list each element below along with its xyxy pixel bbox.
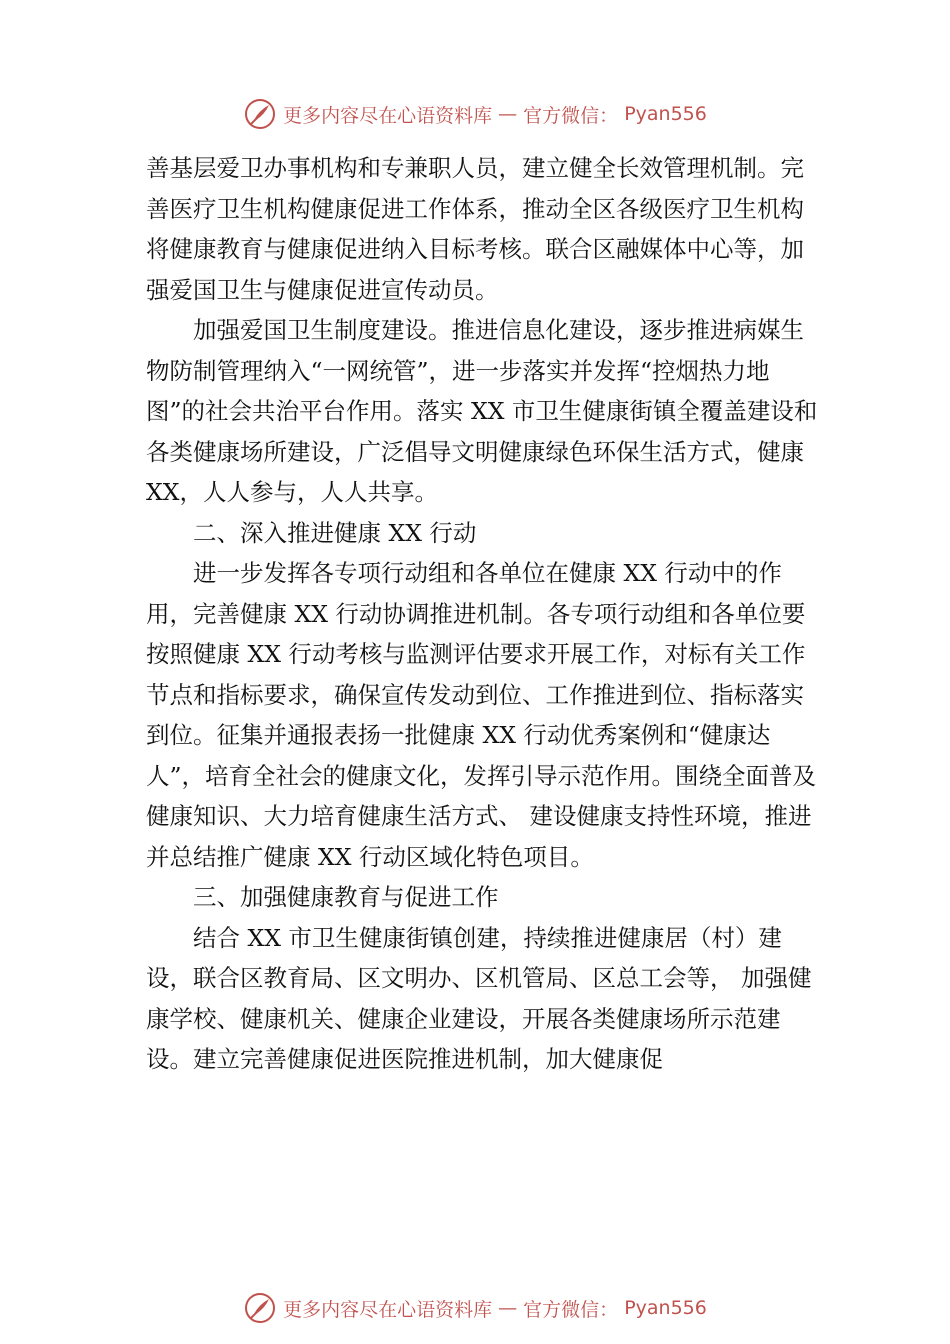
paragraph-2: 加强爱国卫生制度建设。推进信息化建设，逐步推进病媒生物防制管理纳入“一网统管”，进一步落实并发挥“控烟热力地图”的社会共治平台作用。落实 XX 市卫生健康街镇全覆盖建设和各类健康场所建设，广泛倡导文明健康绿色环保生活方式，健康 XX，人人参与，人人共享。 — [146, 316, 818, 506]
paragraph-1: 善基层爱卫办事机构和专兼职人员，建立健全长效管理机制。完善医疗卫生机构健康促进工作体系，推动全区各级医疗卫生机构将健康教育与健康促进纳入目标考核。联合区融媒体中心等，加强爱国卫生与健康促进宣传动员。 — [146, 154, 804, 304]
quill-logo-icon — [243, 1291, 277, 1325]
document-body — [146, 148, 818, 1080]
header-watermark — [0, 94, 950, 134]
watermark-wechat-label: 官方微信： — [523, 1298, 619, 1321]
watermark-main-text: 更多内容尽在心语资料库 — [283, 1298, 493, 1321]
paragraph-4: 结合 XX 市卫生健康街镇创建，持续推进健康居（村）建设，联合区教育局、区文明办、区机管局、区总工会等， 加强健康学校、健康机关、健康企业建设，开展各类健康场所示范建设。建立完善健康促进医院推进机制，加大健康促 — [146, 923, 812, 1073]
quill-logo-icon — [243, 97, 277, 131]
watermark-wechat-label: 官方微信： — [523, 104, 619, 127]
watermark-main-text: 更多内容尽在心语资料库 — [283, 104, 493, 127]
watermark-dash: — — [498, 1297, 518, 1319]
section-heading-3: 三、加强健康教育与促进工作 — [193, 883, 499, 911]
section-heading-2: 二、深入推进健康 XX 行动 — [193, 518, 477, 547]
paragraph-3: 进一步发挥各专项行动组和各单位在健康 XX 行动中的作用，完善健康 XX 行动协调推进机制。各专项行动组和各单位要按照健康 XX 行动考核与监测评估要求开展工作，对标有关工作节点和指标要求，确保宣传发动到位、工作推进到位、指标落实到位。征集并通报表扬一批健康 XX 行动优秀案例和“健康达人”，培育全社会的健康文化，发挥引导示范作用。围绕全面普及健康知识、大力培育健康生活方式、 建设健康支持性环境，推进并总结推广健康 XX 行动区域化特色项目。 — [146, 559, 817, 871]
watermark-brand — [243, 97, 707, 131]
watermark-wechat-id: Pyan556 — [624, 1297, 707, 1319]
watermark-dash: — — [498, 103, 518, 125]
watermark-brand-footer — [243, 1291, 707, 1325]
watermark-wechat-id: Pyan556 — [624, 103, 707, 125]
footer-watermark — [0, 1288, 950, 1328]
